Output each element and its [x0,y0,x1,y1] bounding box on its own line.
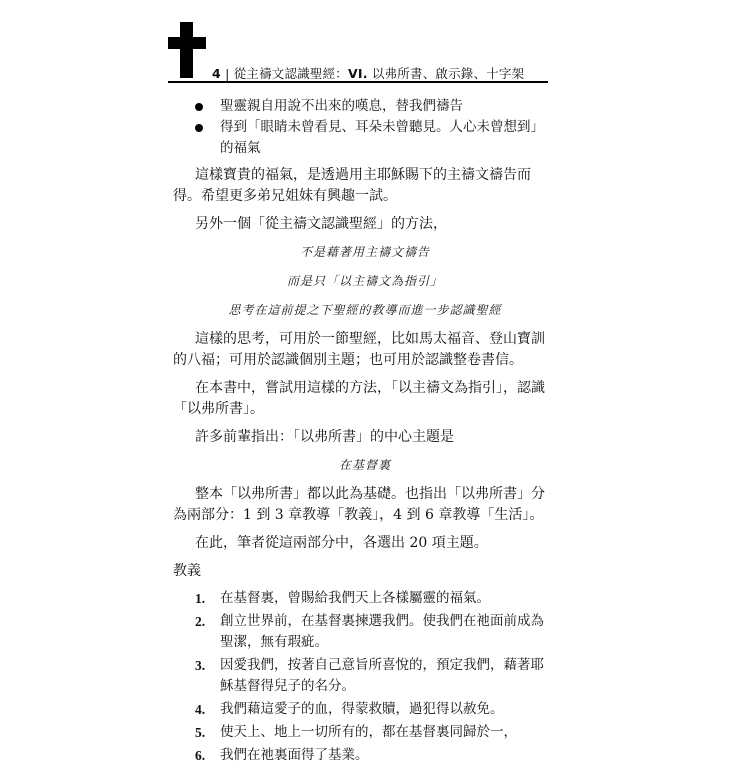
paragraph: 在本書中，嘗試用這樣的方法，「以主禱文為指引」，認識「以弗所書」。 [173,380,545,417]
paragraph: 在此，筆者從這兩部分中，各選出 20 項主題。 [195,535,488,551]
list-item: 3. 因愛我們，按著自己意旨所喜悅的，預定我們，藉著耶穌基督得兒子的名分。 [195,657,544,694]
bullet-dot [195,103,203,111]
paragraph: 整本「以弗所書」都以此為基礎。也指出「以弗所書」分為兩部分：1 到 3 章教導「教義」，4 到 6 章教導「生活」。 [173,486,545,523]
header-rule [168,81,548,83]
list-item: 2. 創立世界前，在基督裏揀選我們。使我們在祂面前成為聖潔，無有瑕疵。 [195,613,544,650]
centered-line: 在基督裏 [338,458,391,472]
bullet-dot [195,124,203,132]
page-body [173,96,557,768]
cross-icon [168,22,206,78]
centered-line: 思考在這前提之下聖經的教導而進一步認識聖經 [228,303,502,317]
bullet-item: 聖靈親自用說不出來的嘆息，替我們禱告 [173,96,557,117]
volume-number: VI. [348,66,368,81]
page-number: 4 [212,66,221,81]
centered-line: 而是只「以主禱文為指引」 [286,274,443,288]
paragraph: 這樣寶貴的福氣，是透過用主耶穌賜下的主禱文禱告而得。希望更多弟兄姐妹有興趣一試。 [173,167,531,204]
book-subtitle: 以弗所書、啟示錄、十字架 [371,66,525,81]
paragraph: 這樣的思考，可用於一節聖經，比如馬太福音、登山寶訓的八福；可用於認識個別主題；也可用於認識整卷書信。 [173,331,545,368]
list-item: 1. 在基督裏，曾賜給我們天上各樣屬靈的福氣。 [195,590,490,606]
centered-line: 不是藉著用主禱文禱告 [299,245,430,259]
list-item: 5. 使天上、地上一切所有的，都在基督裏同歸於一， [195,724,517,740]
list-item: 4. 我們藉這愛子的血，得蒙救贖，過犯得以赦免。 [195,701,504,717]
bullet-item: 得到「眼睛未曾看見、耳朵未曾聽見。人心未曾想到」的福氣 [173,117,557,159]
section-heading: 教義 [173,563,201,579]
paragraph: 許多前輩指出：「以弗所書」的中心主題是 [195,429,454,445]
list-item: 6. 我們在祂裏面得了基業。 [195,747,369,763]
running-header [212,64,524,82]
paragraph: 另外一個「從主禱文認識聖經」的方法， [195,216,447,232]
book-title: 從主禱文認識聖經： [233,66,349,81]
header-separator: | [225,66,230,81]
